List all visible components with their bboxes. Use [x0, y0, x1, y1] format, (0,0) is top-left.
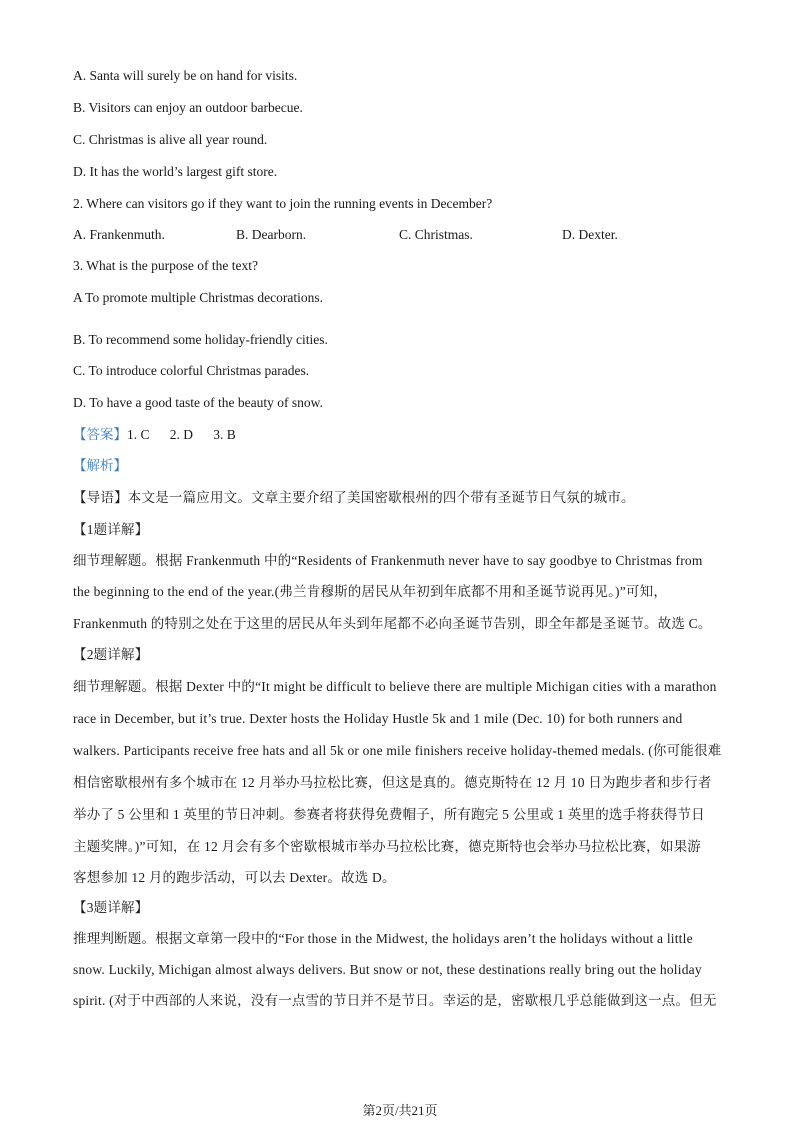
answer-line	[73, 425, 733, 445]
detail-2-heading: 【2题详解】	[73, 647, 149, 662]
analysis-label: 【解析】	[73, 458, 127, 473]
detail-1-heading: 【1题详解】	[73, 522, 149, 537]
q3-option-c: C. To introduce colorful Christmas parades.	[73, 363, 310, 378]
detail-1-line: Frankenmuth 的特别之处在于这里的居民从年头到年尾都不必向圣诞节告别，即全年都是圣诞节。故选 C。	[73, 616, 712, 631]
q2-options	[73, 225, 733, 245]
page-footer: 第2页/共21页	[362, 1103, 438, 1118]
q1-option-b: B. Visitors can enjoy an outdoor barbecue.	[73, 100, 303, 115]
q2-stem: 2. Where can visitors go if they want to join the running events in December?	[73, 196, 493, 211]
q2-option-d: D. Dexter.	[562, 227, 618, 242]
detail-2-line: walkers. Participants receive free hats and all 5k or one mile finishers receive holiday-themed medals. (你可能很难	[73, 743, 722, 758]
q3-stem: 3. What is the purpose of the text?	[73, 258, 258, 273]
detail-2-line: 客想参加 12 月的跑步活动，可以去 Dexter。故选 D。	[73, 870, 396, 885]
q1-option-a: A. Santa will surely be on hand for visits.	[73, 68, 298, 83]
detail-1-line: the beginning to the end of the year.(弗兰肯穆斯的居民从年初到年底都不用和圣诞节说再见。)”可知，	[73, 584, 668, 599]
detail-2-line: 主题奖牌。)”可知，在 12 月会有多个密歇根城市举办马拉松比赛，德克斯特也会举办马拉松比赛，如果游	[73, 839, 701, 854]
guide-text: 【导语】本文是一篇应用文。文章主要介绍了美国密歇根州的四个带有圣诞节日气氛的城市。	[73, 490, 635, 505]
detail-2-line: 举办了 5 公里和 1 英里的节日冲刺。参赛者将获得免费帽子，所有跑完 5 公里或 1 英里的选手将获得节日	[73, 807, 705, 822]
q3-option-b: B. To recommend some holiday-friendly cities.	[73, 332, 328, 347]
answer-text: 1. C 2. D 3. B	[127, 427, 236, 442]
q2-option-b: B. Dearborn.	[236, 227, 307, 242]
detail-3-line: 推理判断题。根据文章第一段中的“For those in the Midwest, the holidays aren’t the holidays without a little	[73, 931, 693, 946]
q3-option-a: A To promote multiple Christmas decorations.	[73, 290, 324, 305]
detail-1-line: 细节理解题。根据 Frankenmuth 中的“Residents of Frankenmuth never have to say goodbye to Christmas from	[73, 553, 703, 568]
q2-option-c: C. Christmas.	[399, 227, 473, 242]
detail-3-line: snow. Luckily, Michigan almost always delivers. But snow or not, these destinations really bring out the holiday	[73, 962, 702, 977]
answer-label: 【答案】	[73, 427, 127, 442]
detail-2-line: 细节理解题。根据 Dexter 中的“It might be difficult to believe there are multiple Michigan cities with a marathon	[73, 679, 717, 694]
detail-3-heading: 【3题详解】	[73, 900, 149, 915]
detail-2-line: race in December, but it’s true. Dexter hosts the Holiday Hustle 5k and 1 mile (Dec. 10) for both runners and	[73, 711, 683, 726]
q1-option-d: D. It has the world’s largest gift store.	[73, 164, 278, 179]
q1-option-c: C. Christmas is alive all year round.	[73, 132, 268, 147]
q3-option-d: D. To have a good taste of the beauty of snow.	[73, 395, 323, 410]
detail-2-line: 相信密歇根州有多个城市在 12 月举办马拉松比赛，但这是真的。德克斯特在 12 月 10 日为跑步者和步行者	[73, 775, 712, 790]
q2-option-a: A. Frankenmuth.	[73, 227, 165, 242]
detail-3-line: spirit. (对于中西部的人来说，没有一点雪的节日并不是节日。幸运的是，密歇根几乎总能做到这一点。但无	[73, 993, 717, 1008]
